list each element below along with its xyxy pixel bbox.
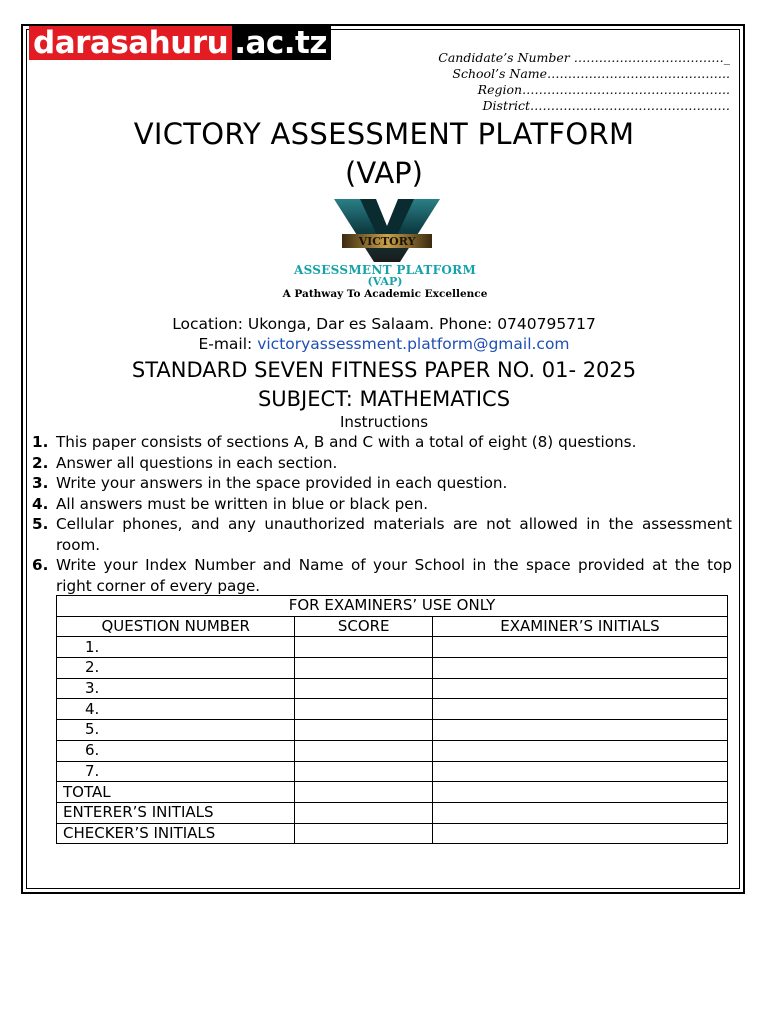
logo-mark-text: VICTORY bbox=[358, 235, 416, 248]
logo-tagline: A Pathway To Academic Excellence bbox=[282, 288, 488, 300]
logo-caption-line2: (VAP) bbox=[367, 275, 403, 288]
table-caption-row bbox=[57, 596, 728, 617]
instruction-number: 4. bbox=[32, 494, 49, 513]
question-number-cell: 1. bbox=[57, 637, 295, 658]
header-score: SCORE bbox=[295, 616, 432, 637]
instruction-number: 3. bbox=[32, 474, 49, 492]
instruction-text: All answers must be written in blue or black pen. bbox=[56, 494, 429, 513]
table-caption: FOR EXAMINERS’ USE ONLY bbox=[57, 596, 728, 617]
header-examiner-initials: EXAMINER’S INITIALS bbox=[432, 616, 727, 637]
score-cell[interactable] bbox=[295, 678, 432, 699]
examiner-initials-cell[interactable] bbox=[432, 720, 727, 741]
table-row bbox=[57, 678, 728, 699]
instruction-number: 6. bbox=[32, 556, 49, 574]
location-line: Location: Ukonga, Dar es Salaam. Phone: 0740795717 bbox=[172, 315, 596, 333]
question-number-cell: 7. bbox=[57, 761, 295, 782]
examiner-initials-cell[interactable] bbox=[432, 678, 727, 699]
instruction-item bbox=[32, 494, 732, 515]
email-line bbox=[60, 334, 708, 354]
examiner-initials-cell[interactable] bbox=[432, 740, 727, 761]
checker-initials-cell[interactable] bbox=[432, 823, 727, 844]
platform-subtitle: (VAP) bbox=[345, 156, 423, 190]
examiners-table bbox=[56, 595, 728, 844]
score-cell[interactable] bbox=[295, 637, 432, 658]
instruction-number: 2. bbox=[32, 453, 49, 472]
total-initials-cell[interactable] bbox=[432, 782, 727, 803]
logo-caption-line1: ASSESSMENT PLATFORM bbox=[293, 263, 477, 277]
site-watermark-banner[interactable] bbox=[29, 26, 331, 60]
table-row bbox=[57, 720, 728, 741]
logo-caption bbox=[250, 263, 520, 301]
email-link[interactable]: victoryassessment.platform@gmail.com bbox=[257, 335, 570, 353]
enterer-row bbox=[57, 802, 728, 823]
instruction-item bbox=[32, 555, 732, 596]
exam-title: STANDARD SEVEN FITNESS PAPER NO. 01- 2025 bbox=[131, 358, 637, 382]
platform-title: VICTORY ASSESSMENT PLATFORM bbox=[133, 117, 635, 151]
instruction-number: 1. bbox=[32, 433, 49, 451]
table-row bbox=[57, 761, 728, 782]
score-cell[interactable] bbox=[295, 658, 432, 679]
enterer-initials-cell[interactable] bbox=[432, 802, 727, 823]
region-field: Region………………………………………….. bbox=[477, 82, 730, 97]
instruction-number: 5. bbox=[32, 515, 49, 533]
instruction-text: Cellular phones, and any unauthorized materials are not allowed in the assessment room. bbox=[56, 515, 732, 554]
score-cell[interactable] bbox=[295, 761, 432, 782]
candidate-info-fields bbox=[400, 50, 730, 114]
question-number-cell: 4. bbox=[57, 699, 295, 720]
banner-domain-suffix: .ac.tz bbox=[232, 26, 331, 60]
instruction-text: This paper consists of sections A, B and C with a total of eight (8) questions. bbox=[56, 433, 637, 451]
checker-row bbox=[57, 823, 728, 844]
email-label: E-mail: bbox=[198, 335, 258, 353]
instruction-item bbox=[32, 432, 732, 453]
table-row bbox=[57, 658, 728, 679]
instruction-text: Write your answers in the space provided in each question. bbox=[56, 474, 508, 492]
candidate-number-field: Candidate’s Number ………………………………_ bbox=[438, 50, 730, 65]
instructions-list bbox=[32, 432, 732, 596]
banner-domain-name: darasahuru bbox=[29, 26, 232, 60]
question-number-cell: 6. bbox=[57, 740, 295, 761]
score-cell[interactable] bbox=[295, 699, 432, 720]
district-field: District………………………………………… bbox=[482, 98, 730, 113]
question-number-cell: 2. bbox=[57, 658, 295, 679]
question-number-cell: 5. bbox=[57, 720, 295, 741]
examiner-initials-cell[interactable] bbox=[432, 658, 727, 679]
enterer-score-cell[interactable] bbox=[295, 802, 432, 823]
question-number-cell: 3. bbox=[57, 678, 295, 699]
instruction-text: Answer all questions in each section. bbox=[56, 453, 338, 472]
table-header-row bbox=[57, 616, 728, 637]
school-name-field: School’s Name…………………………………….. bbox=[452, 66, 730, 81]
exam-subject: SUBJECT: MATHEMATICS bbox=[257, 387, 511, 411]
examiner-initials-cell[interactable] bbox=[432, 761, 727, 782]
enterer-label: ENTERER’S INITIALS bbox=[57, 802, 295, 823]
examiner-initials-cell[interactable] bbox=[432, 699, 727, 720]
checker-label: CHECKER’S INITIALS bbox=[57, 823, 295, 844]
score-cell[interactable] bbox=[295, 740, 432, 761]
instruction-text: Write your Index Number and Name of your School in the space provided at the top right corner of every page. bbox=[56, 556, 732, 595]
vap-logo-mark-icon bbox=[282, 196, 492, 266]
instruction-item bbox=[32, 473, 732, 494]
instruction-item bbox=[32, 453, 732, 474]
total-label: TOTAL bbox=[57, 782, 295, 803]
instruction-item bbox=[32, 514, 732, 555]
total-score-cell[interactable] bbox=[295, 782, 432, 803]
examiner-initials-cell[interactable] bbox=[432, 637, 727, 658]
header-question-number: QUESTION NUMBER bbox=[57, 616, 295, 637]
score-cell[interactable] bbox=[295, 720, 432, 741]
instructions-heading: Instructions bbox=[339, 413, 429, 431]
checker-score-cell[interactable] bbox=[295, 823, 432, 844]
table-row bbox=[57, 740, 728, 761]
total-row bbox=[57, 782, 728, 803]
table-row bbox=[57, 637, 728, 658]
table-row bbox=[57, 699, 728, 720]
